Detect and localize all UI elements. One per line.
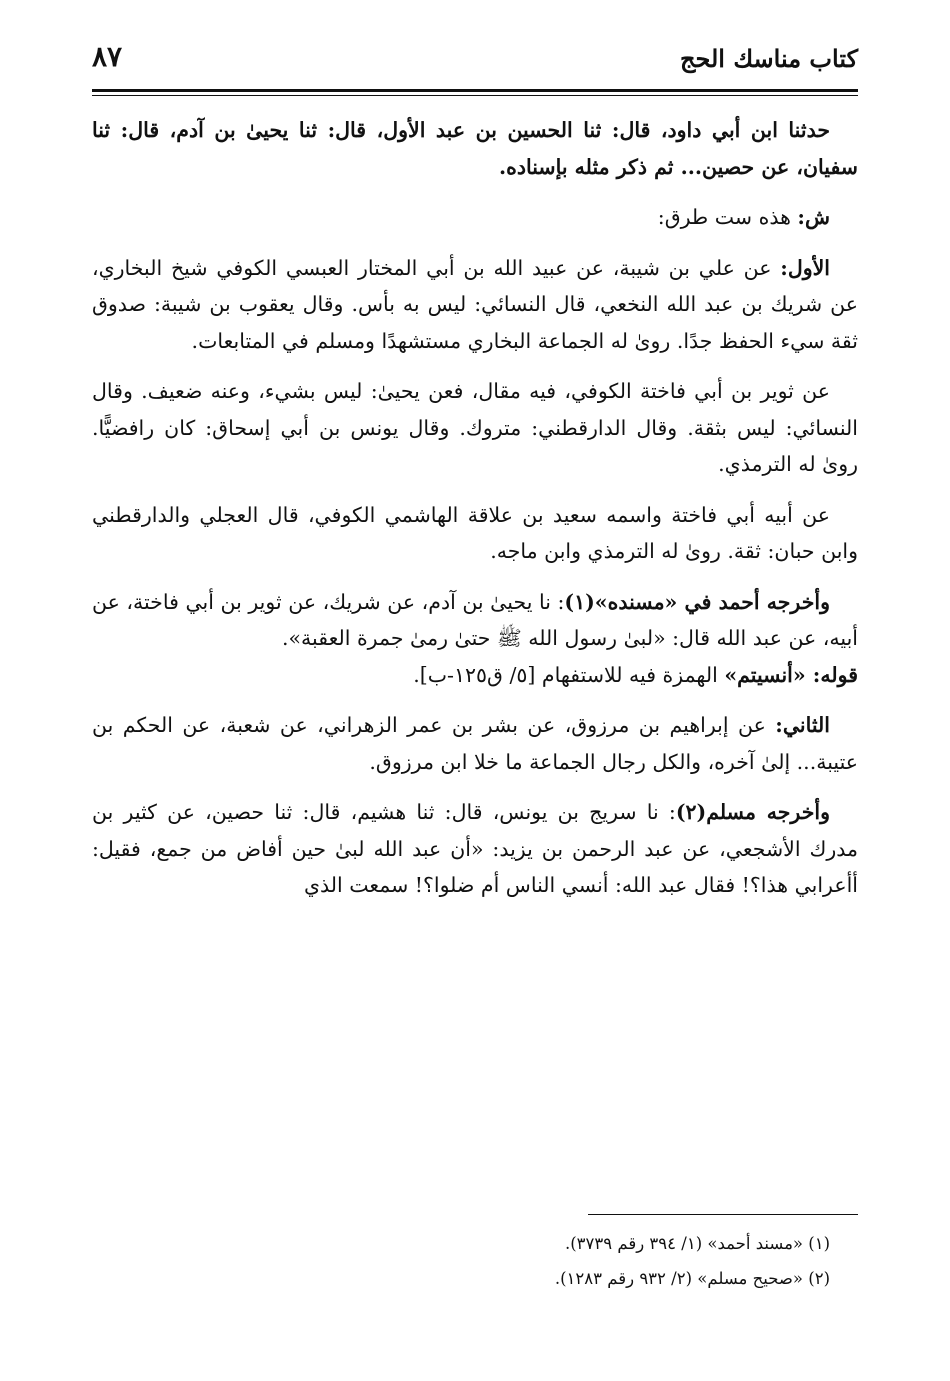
paragraph-text: : نا يحيىٰ بن آدم، عن شريك، عن ثوير بن أبي فاختة، عن أبيه، عن عبد الله قال: «لبىٰ رسول الله ﷺ حتىٰ رمىٰ جمرة العقبة». bbox=[92, 589, 858, 650]
paragraph-note-text: الهمزة فيه للاستفهام [٥/ ق١٢٥-ب]. bbox=[413, 662, 725, 687]
page-header bbox=[92, 36, 858, 88]
paragraph-first-chain bbox=[92, 250, 858, 360]
main-text bbox=[92, 112, 858, 918]
paragraph-thuwayr bbox=[92, 373, 858, 483]
paragraph-text: عن إبراهيم بن مرزوق، عن بشر بن عمر الزهراني، عن شعبة، عن الحكم بن عتيبة... إلىٰ آخره، والكل رجال الجماعة ما خلا ابن مرزوق. bbox=[92, 713, 858, 774]
paragraph-lead: وأخرجه مسلم(٢) bbox=[675, 800, 830, 824]
paragraph-text: عن أبيه أبي فاختة واسمه سعيد بن علاقة الهاشمي الكوفي، قال العجلي والدارقطني وابن حبان: ثقة. روىٰ له الترمذي وابن ماجه. bbox=[92, 502, 858, 563]
paragraph-text: هذه ست طرق: bbox=[657, 205, 798, 229]
paragraph-note-lead: قوله: «أنسيتم» bbox=[724, 662, 858, 687]
footnote-item: (٢) «صحيح مسلم» (٢/ ٩٣٢ رقم ١٢٨٣). bbox=[554, 1269, 830, 1288]
paragraph-text: حدثنا ابن أبي داود، قال: ثنا الحسين بن عبد الأول، قال: ثنا يحيىٰ بن آدم، قال: ثنا سفيان، عن حصين... ثم ذكر مثله بإسناده. bbox=[92, 118, 858, 179]
paragraph-lead: وأخرجه أحمد في «مسنده»(١) bbox=[564, 589, 830, 614]
footnote-item: (١) «مسند أحمد» (١/ ٣٩٤ رقم ٣٧٣٩). bbox=[564, 1234, 830, 1253]
header-rule-thin bbox=[92, 95, 858, 96]
paragraph-ahmad-musnad bbox=[92, 584, 858, 694]
footnote-separator bbox=[588, 1214, 858, 1215]
paragraph-commentary-intro bbox=[92, 199, 858, 236]
paragraph-lead: ش: bbox=[797, 205, 830, 229]
paragraph-hadith-chain bbox=[92, 112, 858, 185]
paragraph-second-chain bbox=[92, 707, 858, 780]
paragraph-muslim bbox=[92, 794, 858, 904]
paragraph-lead: الأول: bbox=[780, 255, 830, 280]
header-rule-thick bbox=[92, 89, 858, 92]
paragraph-abu-fakhita bbox=[92, 497, 858, 570]
paragraph-text: عن علي بن شيبة، عن عبيد الله بن أبي المختار العبسي الكوفي شيخ البخاري، عن شريك بن عبد الله النخعي، قال النسائي: ليس به بأس. وقال يعقوب بن شيبة: صدوق ثقة سيء الحفظ جدًا. روىٰ له الجماعة البخاري مستشهدًا ومسلم في المتابعات. bbox=[92, 255, 858, 353]
paragraph-text: عن ثوير بن أبي فاختة الكوفي، فيه مقال، فعن يحيىٰ: ليس بشيء، وعنه ضعيف. وقال النسائي: ليس بثقة. وقال الدارقطني: متروك. وقال يونس بن أبي إسحاق: كان رافضيًّا. روىٰ له الترمذي. bbox=[92, 379, 858, 476]
paragraph-lead: الثاني: bbox=[775, 713, 830, 737]
paragraph-text: : نا سريج بن يونس، قال: ثنا هشيم، قال: ثنا حصين، عن كثير بن مدرك الأشجعي، عن عبد الرحمن بن يزيد: «أن عبد الله لبىٰ حين أفاض من جمع، فقيل: أأعرابي هذا؟! فقال عبد الله: أنسي الناس أم ضلوا؟! سمعت الذي bbox=[92, 800, 858, 897]
footnotes bbox=[92, 1226, 858, 1296]
book-title: كتاب مناسك الحج bbox=[680, 44, 858, 73]
paragraph-note-line bbox=[92, 657, 858, 694]
page-number: ٨٧ bbox=[92, 40, 123, 73]
